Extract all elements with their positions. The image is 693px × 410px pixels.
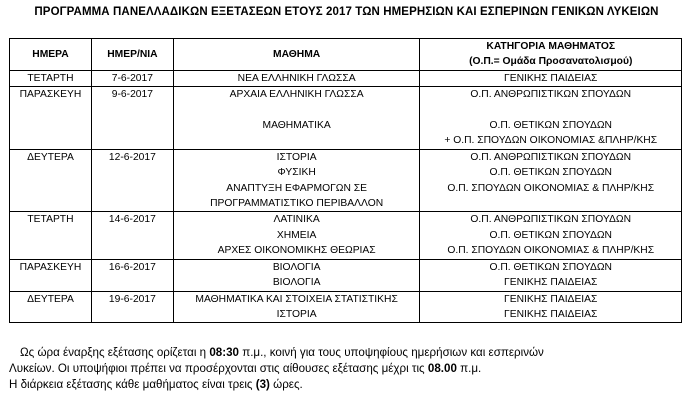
note-duration [9,378,303,391]
subject-name: ΑΡΧΕΣ ΟΙΚΟΝΟΜΙΚΗΣ ΘΕΩΡΙΑΣ [217,245,376,257]
row-day: ΤΕΤΑΡΤΗ [10,70,92,86]
category-name: Ο.Π. ΘΕΤΙΚΩΝ ΣΠΟΥΔΩΝ [489,167,612,179]
subject-name: ΜΑΘΗΜΑΤΙΚΑ ΚΑΙ ΣΤΟΙΧΕΙΑ ΣΤΑΤΙΣΤΙΚΗΣ [195,293,398,305]
row-day: ΠΑΡΑΣΚΕΥΗ [10,259,92,291]
table-row [10,259,682,291]
page-title: ΠΡΟΓΡΑΜΜΑ ΠΑΝΕΛΛΑΔΙΚΩΝ ΕΞΕΤΑΣΕΩΝ ΕΤΟΥΣ 2017 ΤΩΝ ΗΜΕΡΗΣΙΩΝ ΚΑΙ ΕΣΠΕΡΙΝΩΝ ΓΕΝΙΚΩΝ ΛΥΚΕΙΩΝ [34,6,659,18]
row-subjects [173,259,420,291]
table-row [10,149,682,212]
row-day: ΤΕΤΑΡΤΗ [10,212,92,259]
subject-name: ΑΡΧΑΙΑ ΕΛΛΗΝΙΚΗ ΓΛΩΣΣΑ [229,89,364,101]
row-day: ΔΕΥΤΕΡΑ [10,291,92,323]
row-day: ΔΕΥΤΕΡΑ [10,149,92,212]
table-header-row [10,39,682,71]
subject-name: ΜΑΘΗΜΑΤΙΚΑ [262,120,331,132]
category-name: ΓΕΝΙΚΗΣ ΠΑΙΔΕΙΑΣ [504,308,598,320]
note-text: ώρες. [269,378,303,391]
note-text: π.μ. [456,362,482,375]
row-day: ΠΑΡΑΣΚΕΥΗ [10,87,92,150]
note-text: Λυκείων. Οι υποψήφιοι πρέπει να προσέρχονται στις αίθουσες εξέτασης μέχρι τις [9,362,428,375]
duration-value: (3) [255,378,270,391]
spacer [177,103,417,118]
row-subjects [173,87,420,150]
category-name: Ο.Π. ΑΝΘΡΩΠΙΣΤΙΚΩΝ ΣΠΟΥΔΩΝ [470,89,632,101]
start-time-value: 08:30 [209,346,239,359]
row-subjects [173,212,420,259]
category-name: ΓΕΝΙΚΗΣ ΠΑΙΔΕΙΑΣ [504,277,598,289]
subject-name: ΧΗΜΕΙΑ [276,229,317,241]
table-row [10,212,682,259]
subject-name: ΙΣΤΟΡΙΑ [276,308,317,320]
subject-name: ΛΑΤΙΝΙΚΑ [273,214,320,226]
row-categories [420,149,682,212]
category-name: ΓΕΝΙΚΗΣ ΠΑΙΔΕΙΑΣ [504,72,598,84]
subject-name: ΦΥΣΙΚΗ [277,167,316,179]
subject-name: ΠΡΟΓΡΑΜΜΑΤΙΣΤΙΚΟ ΠΕΡΙΒΑΛΛΟΝ [210,198,384,210]
row-date: 14-6-2017 [91,212,173,259]
row-date: 9-6-2017 [91,87,173,150]
spacer [177,133,417,148]
row-categories [420,87,682,150]
note-text: Ως ώρα έναρξης εξέτασης ορίζεται η [20,346,210,359]
category-name: Ο.Π. ΑΝΘΡΩΠΙΣΤΙΚΩΝ ΣΠΟΥΔΩΝ [470,214,632,226]
row-date: 12-6-2017 [91,149,173,212]
header-day: ΗΜΕΡΑ [10,39,92,71]
category-name: Ο.Π. ΘΕΤΙΚΩΝ ΣΠΟΥΔΩΝ [489,120,612,132]
row-date: 16-6-2017 [91,259,173,291]
row-date: 19-6-2017 [91,291,173,323]
exam-schedule-table [9,38,682,323]
row-categories [420,259,682,291]
row-categories [420,291,682,323]
table-row [10,70,682,86]
table-row [10,291,682,323]
category-name: Ο.Π. ΑΝΘΡΩΠΙΣΤΙΚΩΝ ΣΠΟΥΔΩΝ [470,151,632,163]
header-category [420,39,682,71]
category-name: + Ο.Π. ΣΠΟΥΔΩΝ ΟΙΚΟΝΟΜΙΑΣ &ΠΛΗΡ/ΚΗΣ [444,135,658,147]
table-row [10,87,682,150]
category-name: ΓΕΝΙΚΗΣ ΠΑΙΔΕΙΑΣ [504,293,598,305]
arrival-time-value: 08.00 [427,362,457,375]
category-name: Ο.Π. ΣΠΟΥΔΩΝ ΟΙΚΟΝΟΜΙΑΣ & ΠΛΗΡ/ΚΗΣ [447,182,655,194]
note-text: π.μ., κοινή για τους υποψηφίους ημερήσιων και εσπερινών [238,346,544,359]
subject-name: ΒΙΟΛΟΓΙΑ [272,277,321,289]
row-categories [420,212,682,259]
header-subject: ΜΑΘΗΜΑ [173,39,420,71]
row-subjects [173,70,420,86]
header-category-label: ΚΑΤΗΓΟΡΙΑ ΜΑΘΗΜΑΤΟΣ [486,41,616,52]
row-subjects [173,149,420,212]
note-text: Η διάρκεια εξέτασης κάθε μαθήματος είναι τρεις [9,378,256,391]
subject-name: ΝΕΑ ΕΛΛΗΝΙΚΗ ΓΛΩΣΣΑ [237,72,356,84]
category-name: Ο.Π. ΘΕΤΙΚΩΝ ΣΠΟΥΔΩΝ [489,261,612,273]
row-subjects [173,291,420,323]
header-category-note: (Ο.Π.= Ομάδα Προσανατολισμού) [469,56,633,68]
note-start-time [20,346,544,359]
subject-name: ΙΣΤΟΡΙΑ [276,151,317,163]
header-date: ΗΜΕΡ/ΝΙΑ [91,39,173,71]
note-arrival-time [9,362,481,375]
row-categories [420,70,682,86]
subject-name: ΑΝΑΠΤΥΞΗ ΕΦΑΡΜΟΓΩΝ ΣΕ [226,182,367,194]
subject-name: ΒΙΟΛΟΓΙΑ [272,261,321,273]
category-name: Ο.Π. ΘΕΤΙΚΩΝ ΣΠΟΥΔΩΝ [489,229,612,241]
row-date: 7-6-2017 [91,70,173,86]
spacer [423,103,678,118]
category-name: Ο.Π. ΣΠΟΥΔΩΝ ΟΙΚΟΝΟΜΙΑΣ & ΠΛΗΡ/ΚΗΣ [447,245,655,257]
